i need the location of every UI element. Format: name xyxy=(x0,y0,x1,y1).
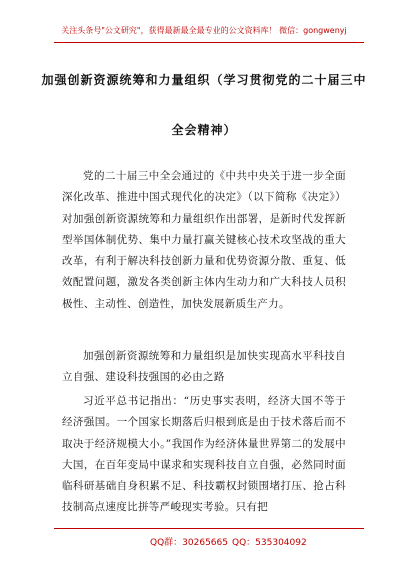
paragraph-2-section-heading: 加强创新资源统筹和力量组织是加快实现高水平科技自立自强、建设科技强国的必由之路 xyxy=(62,350,346,384)
paragraph-3: 习近平总书记指出：“历史事实表明，经济大国不等于经济强国。一个国家长期落后归根到底是由于技术落后而不取决于经济规模大小。”我国作为经济体量世界第二的发展中大国，在百年变局中谋求和实现科技自立自强，必然同时面临科研基础自身积累不足、科技霸权封锁围堵打压、抢占科技制高点速度比拼等严峻现实考验。只有把 xyxy=(62,395,346,514)
document-title-line-1: 加强创新资源统筹和力量组织（学习贯彻党的二十届三中 xyxy=(41,73,367,87)
document-title-line-2: 全会精神） xyxy=(171,123,237,137)
footer-qq-contact: QQ：535304092 xyxy=(232,538,307,548)
header-note: 关注头条号"公文研究"，获得最新最全最专业的公文资料库！ 微信：gongwenyj xyxy=(61,26,347,35)
header-divider xyxy=(54,42,364,43)
footer-qq-group: QQ群：30265665 xyxy=(150,538,228,548)
paragraph-1: 党的二十届三中全会通过的《中共中央关于进一步全面深化改革、推进中国式现代化的决定》（以下简称《决定》）对加强创新资源统筹和力量组织作出部署，是新时代发挥新型举国体制优势、集中力量打赢关键核心技术攻坚战的重大改革，有利于解决科技创新力量和优势资源分散、重复、低效配置问题，激发各类创新主体内生动力和广大科技人员积极性、主动性、创造性，加快发展新质生产力。 xyxy=(62,170,346,310)
footer-divider xyxy=(54,528,364,529)
